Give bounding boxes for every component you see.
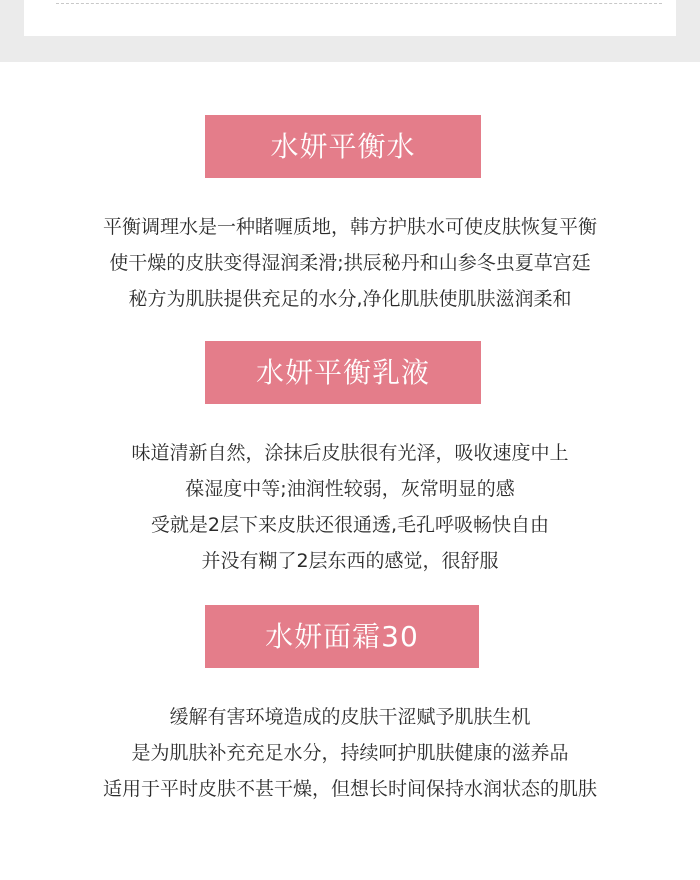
description-line: 味道清新自然，涂抹后皮肤很有光泽，吸收速度中上: [131, 442, 569, 464]
section-title-toner: [205, 115, 481, 178]
top-card: [24, 0, 676, 36]
dashed-divider: [56, 3, 662, 4]
section-description-cream: [0, 699, 700, 807]
section-description-toner: [0, 209, 700, 317]
description-line: 并没有糊了2层东西的感觉，很舒服: [201, 550, 499, 572]
description-line: 平衡调理水是一种睹喱质地，韩方护肤水可使皮肤恢复平衡: [102, 216, 597, 238]
section-description-emulsion: [0, 435, 700, 579]
section-title-text: 水妍平衡乳液: [255, 356, 430, 389]
description-line: 缓解有害环境造成的皮肤干涩赋予肌肤生机: [169, 706, 531, 728]
description-line: 使干燥的皮肤变得湿润柔滑;拱辰秘丹和山参冬虫夏草宫廷: [109, 252, 591, 274]
section-title-emulsion: [205, 341, 481, 404]
description-line: 葆湿度中等;油润性较弱，灰常明显的感: [185, 478, 515, 500]
description-line: 适用于平时皮肤不甚干燥，但想长时间保持水润状态的肌肤: [102, 778, 597, 800]
section-title-text: 水妍面霜30: [265, 620, 419, 653]
description-line: 是为肌肤补充充足水分，持续呵护肌肤健康的滋养品: [131, 742, 569, 764]
description-line: 受就是2层下来皮肤还很通透,毛孔呼吸畅快自由: [150, 514, 550, 536]
section-title-cream: [205, 605, 479, 668]
description-line: 秘方为肌肤提供充足的水分,净化肌肤使肌肤滋润柔和: [128, 288, 572, 310]
section-title-text: 水妍平衡水: [270, 130, 416, 163]
